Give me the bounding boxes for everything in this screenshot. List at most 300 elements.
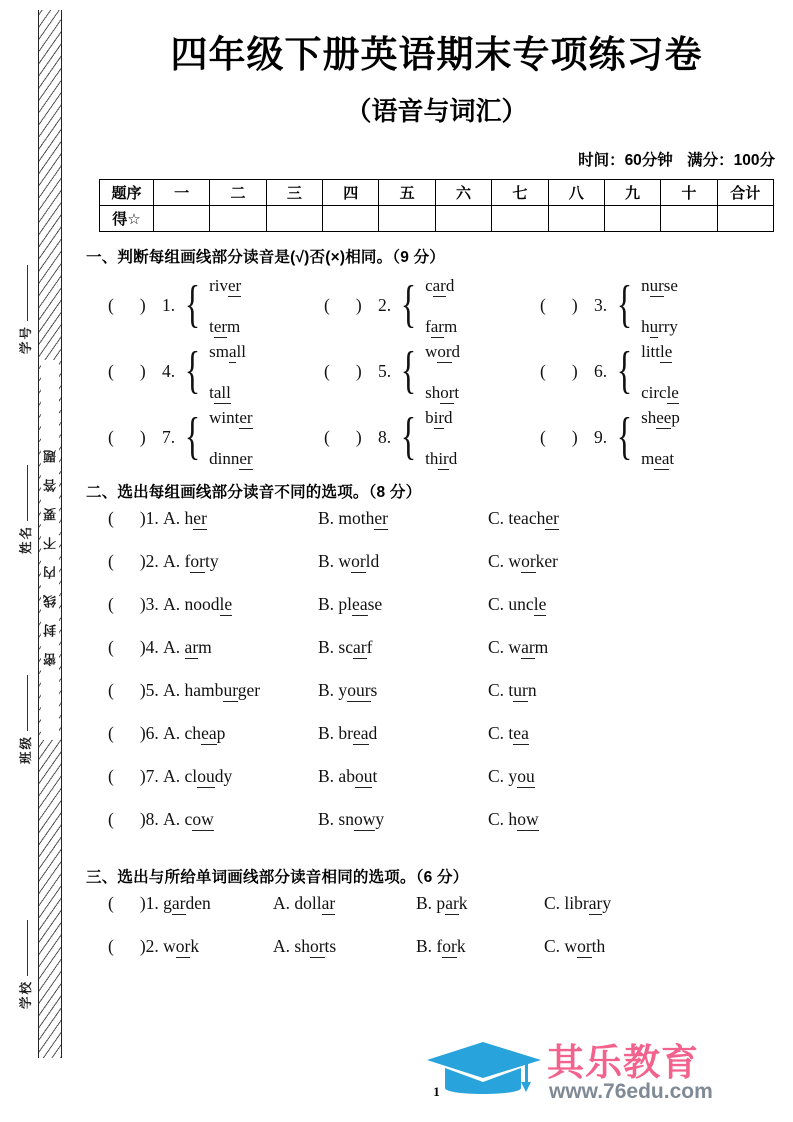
option-stem[interactable]: ( )5. A. hamburger xyxy=(108,679,261,700)
option-b[interactable] xyxy=(318,508,488,529)
option-c-underlined: ur xyxy=(513,679,528,700)
question-item[interactable] xyxy=(80,508,793,551)
word-top-post: d xyxy=(445,275,455,295)
item-number: 1. xyxy=(145,507,159,528)
option-a-underlined: er xyxy=(193,507,207,528)
word-bottom-underlined: er xyxy=(239,448,253,468)
option-c-underlined: ou xyxy=(517,765,535,786)
word-bottom-pre: th xyxy=(425,448,439,468)
word-top-pre: c xyxy=(425,275,433,295)
option-c-pre: C. w xyxy=(488,550,522,571)
option-c-post: ker xyxy=(535,550,558,571)
option-stem[interactable]: ( )6. A. cheap xyxy=(108,722,226,743)
option-c[interactable] xyxy=(488,680,658,701)
section-2-heading: 二、选出每组画线部分读音不同的选项。（8 分） xyxy=(86,483,422,501)
option-a-pre: A. c xyxy=(163,808,193,829)
score-cell-3[interactable] xyxy=(323,205,379,231)
question-item[interactable] xyxy=(80,551,793,594)
word-top-pre: w xyxy=(425,341,438,361)
brace-icon: { xyxy=(400,342,417,400)
option-b-pre: B. f xyxy=(416,935,443,956)
word-bottom-pre: t xyxy=(209,316,214,336)
score-cell-10[interactable] xyxy=(717,205,773,231)
score-cell-0[interactable] xyxy=(154,205,210,231)
exam-sheet xyxy=(80,0,793,1122)
brace-icon: { xyxy=(184,276,201,334)
word-top-underlined: er xyxy=(227,275,242,295)
option-b-underlined: or xyxy=(351,550,366,571)
option-b-post: y xyxy=(375,808,385,829)
word-bottom-post: t xyxy=(669,448,675,468)
brace-row xyxy=(80,343,793,401)
question-item[interactable] xyxy=(80,893,793,936)
word-top-pre: n xyxy=(641,275,650,295)
student-field-name[interactable] xyxy=(16,444,34,554)
option-c[interactable] xyxy=(488,723,658,744)
score-cell-7[interactable] xyxy=(548,205,604,231)
student-field-school-label: 学校 xyxy=(19,979,33,1009)
section-3-items xyxy=(80,893,793,979)
item-number: 3. xyxy=(594,295,608,316)
option-a-underlined: ea xyxy=(201,722,217,743)
item-number: 3. xyxy=(145,593,159,614)
word-bottom-underlined: ar xyxy=(430,316,444,336)
option-a-underlined: le xyxy=(219,593,233,614)
word-pair xyxy=(209,277,241,335)
student-field-school-rule xyxy=(27,920,28,976)
item-number: 7. xyxy=(162,427,176,448)
word-bottom-underlined: ir xyxy=(438,448,449,468)
stem-word-pre: g xyxy=(163,892,172,913)
option-c-pre: C. h xyxy=(488,808,518,829)
option-c-underlined: ar xyxy=(521,636,535,657)
question-item[interactable] xyxy=(324,409,540,467)
option-b-underlined: ar xyxy=(353,636,367,657)
option-c-post: y xyxy=(602,892,612,913)
word-top-post: se xyxy=(663,275,678,295)
page-number: 1 xyxy=(433,1084,440,1099)
student-field-id[interactable] xyxy=(16,244,34,354)
score-table-score-row xyxy=(100,205,774,231)
word-pair xyxy=(641,343,679,401)
stem-word-underlined: ar xyxy=(171,892,186,913)
option-b-post: k xyxy=(456,935,466,956)
score-table-col-3: 四 xyxy=(323,179,379,205)
section-1-heading: 一、判断每组画线部分读音是(√)否(×)相同。（9 分） xyxy=(86,248,445,266)
score-cell-6[interactable] xyxy=(492,205,548,231)
word-top-pre: litt xyxy=(641,341,660,361)
page-subtitle: （语音与词汇） xyxy=(345,95,528,126)
score-cell-5[interactable] xyxy=(435,205,491,231)
option-b[interactable] xyxy=(416,893,544,914)
score-table-col-0: 一 xyxy=(154,179,210,205)
page-title: 四年级下册英语期末专项练习卷 xyxy=(170,34,703,75)
item-number: 4. xyxy=(162,361,176,382)
option-b-pre: B. sc xyxy=(318,636,353,657)
word-bottom-underlined: or xyxy=(440,382,455,402)
watermark-url: www.76edu.com xyxy=(549,1080,713,1103)
option-a-post: ty xyxy=(204,550,219,571)
question-item[interactable] xyxy=(80,723,793,766)
item-number: 8. xyxy=(145,808,159,829)
option-b[interactable] xyxy=(318,594,488,615)
word-top-underlined: ee xyxy=(656,407,672,427)
brace-icon: { xyxy=(616,276,633,334)
brace-row xyxy=(80,409,793,467)
word-top-underlined: or xyxy=(437,341,452,361)
student-field-class-label: 班级 xyxy=(19,734,33,764)
word-bottom-post: d xyxy=(448,448,458,468)
option-a-post: ts xyxy=(324,935,337,956)
exam-time-label: 时间：60分钟 xyxy=(578,151,673,169)
option-b-pre: B. y xyxy=(318,679,348,700)
word-top-post: d xyxy=(451,341,461,361)
score-cell-1[interactable] xyxy=(210,205,266,231)
brace-icon: { xyxy=(184,342,201,400)
option-c-underlined: er xyxy=(545,507,559,528)
option-a-post: m xyxy=(198,636,212,657)
word-top-pre: sm xyxy=(209,341,229,361)
word-bottom-pre: circ xyxy=(641,382,667,402)
answer-blank[interactable]: ( ) xyxy=(324,427,362,448)
brace-icon: { xyxy=(616,408,633,466)
option-b[interactable] xyxy=(318,766,488,787)
option-a-underlined: ar xyxy=(321,892,336,913)
score-table-col-6: 七 xyxy=(492,179,548,205)
item-number: 5. xyxy=(378,361,392,382)
score-table-header-row xyxy=(100,179,774,205)
word-pair xyxy=(641,277,678,335)
answer-blank[interactable]: ( ) xyxy=(324,295,362,316)
word-bottom-underlined: le xyxy=(666,382,679,402)
option-a-pre: A. hamb xyxy=(163,679,224,700)
word-top-underlined: ar xyxy=(432,275,446,295)
option-b[interactable] xyxy=(318,637,488,658)
option-stem[interactable]: ( )1. A. her xyxy=(108,507,207,528)
brace-icon: { xyxy=(400,276,417,334)
student-field-school[interactable] xyxy=(16,899,34,1009)
question-item[interactable] xyxy=(80,594,793,637)
option-stem[interactable]: ( )7. A. cloudy xyxy=(108,765,233,786)
stem-word-pre: w xyxy=(163,935,176,956)
option-c-post: n xyxy=(527,679,537,700)
question-item[interactable] xyxy=(324,343,540,401)
section-1-items xyxy=(80,277,793,467)
word-bottom-pre: sh xyxy=(425,382,441,402)
option-b-underlined: ea xyxy=(353,722,369,743)
question-item[interactable] xyxy=(540,277,756,335)
option-b-post: k xyxy=(458,892,468,913)
word-bottom-underlined: er xyxy=(213,316,228,336)
stem-word-post: den xyxy=(185,892,211,913)
word-bottom xyxy=(641,318,678,335)
word-bottom-underlined: ea xyxy=(654,448,670,468)
student-field-class-rule xyxy=(27,675,28,731)
exam-total-label: 满分：100分 xyxy=(687,151,775,169)
option-c-underlined: ar xyxy=(588,892,603,913)
option-a-pre: A. f xyxy=(163,550,191,571)
question-item[interactable] xyxy=(80,766,793,809)
student-field-id-label: 学号 xyxy=(19,324,33,354)
question-item[interactable] xyxy=(324,277,540,335)
word-top-pre: wint xyxy=(209,407,240,427)
word-bottom xyxy=(425,318,457,335)
word-bottom xyxy=(425,384,460,401)
score-cell-2[interactable] xyxy=(266,205,322,231)
option-a-underlined: ou xyxy=(197,765,215,786)
option-c[interactable] xyxy=(488,508,658,529)
answer-blank[interactable]: ( ) xyxy=(108,295,146,316)
option-c-underlined: or xyxy=(577,935,592,956)
item-number: 5. xyxy=(145,679,159,700)
word-top-pre: sh xyxy=(641,407,657,427)
item-number: 4. xyxy=(145,636,159,657)
word-pair xyxy=(209,343,246,401)
option-c-underlined: le xyxy=(533,593,547,614)
section-2-items xyxy=(80,508,793,852)
answer-blank[interactable]: ( ) xyxy=(540,427,578,448)
option-a[interactable] xyxy=(273,936,416,957)
option-stem[interactable]: ( )3. A. noodle xyxy=(108,593,233,614)
word-bottom-underlined: u xyxy=(649,316,659,336)
brace-icon: { xyxy=(616,342,633,400)
option-c[interactable] xyxy=(544,893,714,914)
word-top-underlined: le xyxy=(660,341,673,361)
option-c-pre: C. t xyxy=(488,679,514,700)
answer-blank[interactable]: ( ) xyxy=(324,361,362,382)
option-stem[interactable]: ( )2. A. forty xyxy=(108,550,219,571)
option-c-pre: C. w xyxy=(488,636,522,657)
option-a-pre: A. ch xyxy=(163,722,202,743)
word-top xyxy=(425,343,460,360)
option-c[interactable] xyxy=(488,766,658,787)
option-a-underlined: ur xyxy=(223,679,238,700)
student-field-name-label: 姓名 xyxy=(19,524,33,554)
question-item[interactable] xyxy=(108,277,324,335)
score-cell-8[interactable] xyxy=(604,205,660,231)
word-bottom-post: m xyxy=(227,316,241,336)
option-b-post: t xyxy=(372,765,378,786)
option-a-pre: A. nood xyxy=(163,593,220,614)
word-bottom-underlined: all xyxy=(213,382,231,402)
option-c-post: th xyxy=(591,935,606,956)
word-bottom xyxy=(209,384,246,401)
word-bottom-pre: f xyxy=(425,316,431,336)
option-b-post: f xyxy=(366,636,373,657)
answer-blank[interactable]: ( ) xyxy=(540,295,578,316)
score-table xyxy=(99,179,774,232)
score-table-col-8: 九 xyxy=(604,179,660,205)
score-table-col-9: 十 xyxy=(661,179,717,205)
option-c-pre: C. t xyxy=(488,722,514,743)
brace-icon: { xyxy=(400,408,417,466)
brace-icon: { xyxy=(184,408,201,466)
word-top-pre: riv xyxy=(209,275,228,295)
option-b-pre: B. pl xyxy=(318,593,353,614)
score-table-row-label-1: 得☆ xyxy=(100,205,154,231)
word-bottom-pre: dinn xyxy=(209,448,240,468)
word-top xyxy=(209,409,252,426)
option-b-pre: B. br xyxy=(318,722,353,743)
option-c[interactable] xyxy=(488,637,658,658)
option-b-underlined: ou xyxy=(354,765,373,786)
option-c-pre: C. w xyxy=(544,935,578,956)
question-item[interactable] xyxy=(80,936,793,979)
answer-blank[interactable]: ( ) xyxy=(540,361,578,382)
word-top-post: ll xyxy=(236,341,246,361)
option-b-pre: B. w xyxy=(318,550,352,571)
word-pair xyxy=(425,343,460,401)
score-table-col-5: 六 xyxy=(435,179,491,205)
option-b-post: s xyxy=(370,679,378,700)
option-a-underlined: or xyxy=(190,550,205,571)
word-bottom-post: t xyxy=(454,382,460,402)
item-number: 7. xyxy=(145,765,159,786)
word-top xyxy=(425,409,457,426)
student-field-class[interactable] xyxy=(16,654,34,764)
option-c[interactable] xyxy=(488,809,658,830)
section-3-heading: 三、选出与所给单词画线部分读音相同的选项。（6 分） xyxy=(86,868,469,886)
student-info-fields xyxy=(8,0,38,1122)
option-c-underlined: ow xyxy=(517,808,539,829)
option-b[interactable] xyxy=(318,809,488,830)
word-top xyxy=(209,343,246,360)
option-stem[interactable]: ( )1. garden xyxy=(108,892,211,913)
option-a-pre: A. sh xyxy=(273,935,310,956)
question-item[interactable] xyxy=(108,343,324,401)
word-top xyxy=(641,277,678,294)
score-table-row-label-0: 题序 xyxy=(100,179,154,205)
student-field-id-rule xyxy=(27,265,28,321)
word-top-post: d xyxy=(443,407,453,427)
option-b-underlined: ar xyxy=(445,892,459,913)
question-item[interactable] xyxy=(540,409,756,467)
word-bottom xyxy=(209,318,241,335)
option-a-underlined: or xyxy=(309,935,325,956)
brace-row xyxy=(80,277,793,335)
word-top xyxy=(425,277,457,294)
question-item[interactable] xyxy=(80,637,793,680)
word-bottom-pre: h xyxy=(641,316,650,336)
word-bottom-pre: t xyxy=(209,382,214,402)
option-a-post: ger xyxy=(237,679,261,700)
option-b[interactable] xyxy=(318,551,488,572)
option-stem[interactable]: ( )2. work xyxy=(108,935,200,956)
option-c[interactable] xyxy=(544,936,714,957)
word-top-post: p xyxy=(671,407,680,427)
option-stem[interactable]: ( )4. A. arm xyxy=(108,636,212,657)
option-a-underlined: ar xyxy=(184,636,199,657)
score-cell-9[interactable] xyxy=(661,205,717,231)
option-c-post: m xyxy=(534,636,549,657)
stem-word-underlined: or xyxy=(175,935,191,956)
option-b-pre: B. ab xyxy=(318,765,355,786)
option-b-underlined: er xyxy=(374,507,389,528)
item-number: 6. xyxy=(594,361,608,382)
option-c-pre: C. libr xyxy=(544,892,589,913)
word-top-underlined: er xyxy=(239,407,253,427)
question-item[interactable] xyxy=(80,680,793,723)
option-b-post: ld xyxy=(365,550,380,571)
option-stem[interactable]: ( )8. A. cow xyxy=(108,808,214,829)
exam-meta xyxy=(80,148,775,170)
option-a-underlined: ow xyxy=(192,808,214,829)
option-c-pre: C. y xyxy=(488,765,518,786)
score-table-col-7: 八 xyxy=(548,179,604,205)
score-table-col-1: 二 xyxy=(210,179,266,205)
option-a-post: p xyxy=(216,722,226,743)
word-top-pre: b xyxy=(425,407,434,427)
option-b-pre: B. sn xyxy=(318,808,354,829)
word-bottom-post: m xyxy=(443,316,458,336)
score-table-col-10: 合计 xyxy=(717,179,773,205)
word-top-underlined: ir xyxy=(433,407,444,427)
score-table-col-4: 五 xyxy=(379,179,435,205)
word-pair xyxy=(425,409,457,467)
score-table-col-2: 三 xyxy=(266,179,322,205)
option-b-underlined: our xyxy=(347,679,371,700)
watermark-brand: 其乐教育 xyxy=(547,1042,699,1083)
word-top xyxy=(209,277,241,294)
option-a-pre: A. cl xyxy=(163,765,198,786)
option-b-underlined: ow xyxy=(353,808,376,829)
answer-blank[interactable]: ( ) xyxy=(108,427,146,448)
option-c[interactable] xyxy=(488,594,658,615)
option-b[interactable] xyxy=(318,723,488,744)
item-number: 2. xyxy=(378,295,392,316)
sealing-line-margin xyxy=(0,0,80,1122)
option-a-post: dy xyxy=(214,765,233,786)
option-c-pre: C. unc xyxy=(488,593,534,614)
item-number: 8. xyxy=(378,427,392,448)
word-top xyxy=(641,343,679,360)
item-number: 1. xyxy=(145,892,159,913)
item-number: 9. xyxy=(594,427,608,448)
word-bottom xyxy=(425,450,457,467)
option-c-underlined: ea xyxy=(513,722,529,743)
option-a-pre: A. h xyxy=(163,507,194,528)
word-top-underlined: ur xyxy=(649,275,664,295)
word-pair xyxy=(209,409,252,467)
item-number: 6. xyxy=(145,722,159,743)
item-number: 2. xyxy=(145,550,159,571)
question-item[interactable] xyxy=(540,343,756,401)
option-a[interactable] xyxy=(273,893,416,914)
score-cell-4[interactable] xyxy=(379,205,435,231)
question-item[interactable] xyxy=(80,809,793,852)
word-pair xyxy=(641,409,680,467)
word-bottom-post: rry xyxy=(658,316,678,336)
word-bottom xyxy=(209,450,252,467)
option-b-pre: B. moth xyxy=(318,507,375,528)
answer-blank[interactable]: ( ) xyxy=(108,361,146,382)
word-pair xyxy=(425,277,457,335)
word-bottom xyxy=(641,450,680,467)
word-top-underlined: a xyxy=(228,341,237,361)
word-bottom-pre: m xyxy=(641,448,655,468)
option-a-pre: A. doll xyxy=(273,892,322,913)
question-item[interactable] xyxy=(108,409,324,467)
option-b-underlined: ea xyxy=(352,593,368,614)
option-b-post: d xyxy=(368,722,378,743)
option-b[interactable] xyxy=(416,936,544,957)
option-c-pre: C. teach xyxy=(488,507,546,528)
sealing-line-text: 密封线内不要答题 xyxy=(41,360,59,740)
option-c-underlined: or xyxy=(521,550,536,571)
option-b[interactable] xyxy=(318,680,488,701)
option-b-post: se xyxy=(367,593,383,614)
option-c[interactable] xyxy=(488,551,658,572)
